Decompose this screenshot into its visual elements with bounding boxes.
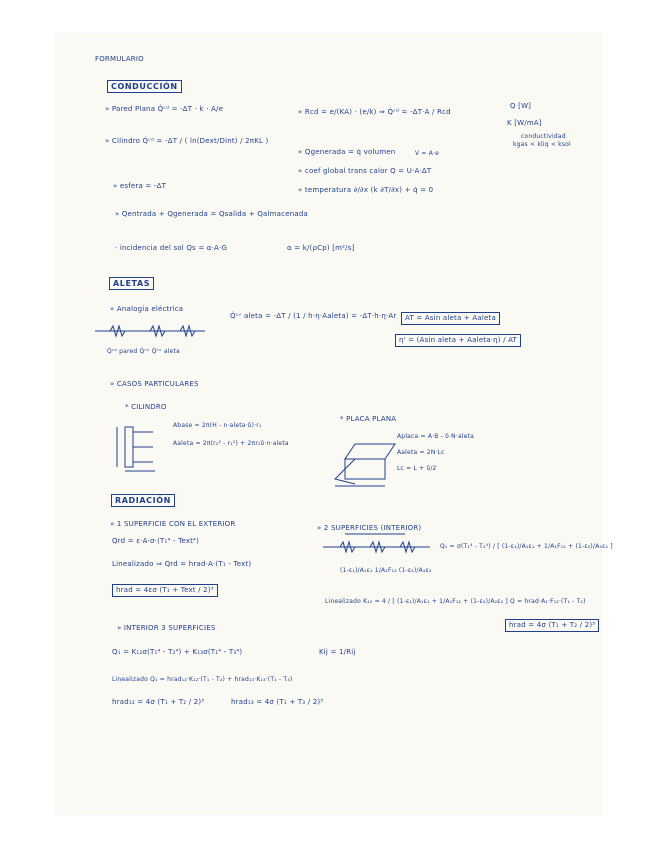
placa-lc: Lc = L + δ/2 [397, 465, 437, 472]
rad-sup-exterior: » 1 SUPERFICIE CON EL EXTERIOR [110, 520, 236, 528]
analogia-electrica: » Analogía eléctrica [110, 305, 184, 313]
esfera-formula: » esfera = -ΔT [113, 182, 167, 190]
rcd-formula: » Rcd = e/(KA) · (e/k) ⇒ Q̇ᶜᵈ = -ΔT·A / Rcd [298, 108, 451, 116]
q-generada: » Qgenerada = q̇ volumen [298, 148, 396, 156]
conduccion-heading: CONDUCCIÓN [107, 80, 182, 93]
alpha-formula: α = k/(ρCp) [m²/s] [287, 244, 355, 252]
units-note: conductividad [521, 133, 566, 140]
rad-resistances: (1-ε₁)/A₁ε₁ 1/A₁F₁₂ (1-ε₂)/A₂ε₂ [340, 567, 432, 574]
qrd-formula: Qrd = ε·A·σ·(T₁⁴ - Text⁴) [112, 537, 199, 545]
circuit-labels: Q̇ᶜᵈ pared Q̇ᶜᵛ Q̇ᶜᵛ aleta [107, 348, 180, 355]
hrad-13: hrad₁₃ = 4σ (T₁ + T₃ / 2)³ [231, 698, 324, 706]
kij-formula: Kij = 1/Rij [319, 648, 356, 656]
cilindro-aaleta: Aaleta = 2π(r₂² - r₁²) + 2πr₂δ·n·aleta [173, 440, 289, 447]
q-generada-note: V = A·e [415, 150, 440, 157]
rad-linealizado-1: Linealizado ⇒ Qrd = hrad·A·(T₁ - Text) [112, 560, 252, 568]
cylinder-core [125, 427, 133, 467]
rad-linealizado-2: Linealizado K₁₂ = 4 / [ (1-ε₁)/A₁ε₁ + 1/A₁F₁₂ + (1-ε₂)/A₂ε₂ ] Q = hrad·A₁·F₁₂·(T₁ - T₂) [325, 598, 586, 605]
rad-linealizado-3: Linealizado Q₁ = hrad₁₂·K₁₂·(T₁ - T₂) + hrad₁₃·K₁₃·(T₁ - T₃) [112, 676, 293, 683]
at-formula: AT = Asin aleta + Aaleta [401, 312, 500, 325]
cilindro-heading: * CILINDRO [125, 403, 167, 411]
q-tres-superficies: Q₁ = K₁₂σ(T₁⁴ - T₂⁴) + K₁₃σ(T₁⁴ - T₃⁴) [112, 648, 243, 656]
hrad-1: hrad = 4εσ (T₁ + Text / 2)³ [112, 584, 218, 597]
hrad-12: hrad₁₂ = 4σ (T₁ + T₂ / 2)³ [112, 698, 205, 706]
energy-balance: » Qentrada + Qgenerada = Qsalida + Qalmacenada [115, 210, 308, 218]
q1-dos-superficies: Q₁ = σ(T₁⁴ - T₂⁴) / [ (1-ε₁)/A₁ε₁ + 1/A₁F₁₂ + (1-ε₂)/A₂ε₂ ] [440, 543, 613, 550]
coef-global: » coef global trans calor Q = U·A·ΔT [298, 167, 432, 175]
plate-front [345, 459, 385, 479]
casos-particulares: » CASOS PARTICULARES [110, 380, 199, 388]
rad-tres-superficies: » INTERIOR 3 SUPERFICIES [117, 624, 216, 632]
cilindro-formula: » Cilindro Q̇ᶜᵈ = -ΔT / ( ln(Dext/Dint) / 2πKL ) [105, 137, 269, 145]
pared-plana-formula: » Pared Plana Q̇ᶜᵈ = -ΔT · k · A/e [105, 105, 224, 113]
units-q: Q [W] [510, 102, 532, 110]
placa-aaleta: Aaleta = 2N·Lc [397, 449, 445, 456]
cilindro-abase: Abase = 2π(H - n·aleta·δ)·r₁ [173, 422, 262, 429]
placa-aplaca: Aplaca = A·B - δ·N·aleta [397, 433, 475, 440]
aletas-heading: ALETAS [109, 277, 154, 290]
radiacion-heading: RADIACIÓN [111, 494, 175, 507]
page-title: FORMULARIO [95, 55, 144, 63]
eta-formula: η' = (Asin aleta + Aaleta·η) / AT [395, 334, 521, 347]
units-note2: kgas < kliq < ksol [513, 141, 571, 148]
q-aleta-formula: Q̇ᶜᵛ aleta = -ΔT / (1 / h·η·Aaleta) = -ΔT·h·η·Ar [230, 312, 397, 320]
rad-dos-superficies: » 2 SUPERFICIES (INTERIOR) [317, 524, 422, 532]
notes-page [55, 34, 613, 814]
hrad-2: hrad = 4σ (T₁ + T₂ / 2)³ [505, 619, 599, 632]
units-k: K [W/mA] [507, 119, 542, 127]
plate-top [345, 444, 395, 459]
incidencia-sol: · incidencia del sol Qs = α·A·G [115, 244, 228, 252]
temperatura-eq: » temperatura ∂/∂x (k ∂T/∂x) + q̇ = 0 [298, 186, 434, 194]
placa-heading: * PLACA PLANA [340, 415, 397, 423]
